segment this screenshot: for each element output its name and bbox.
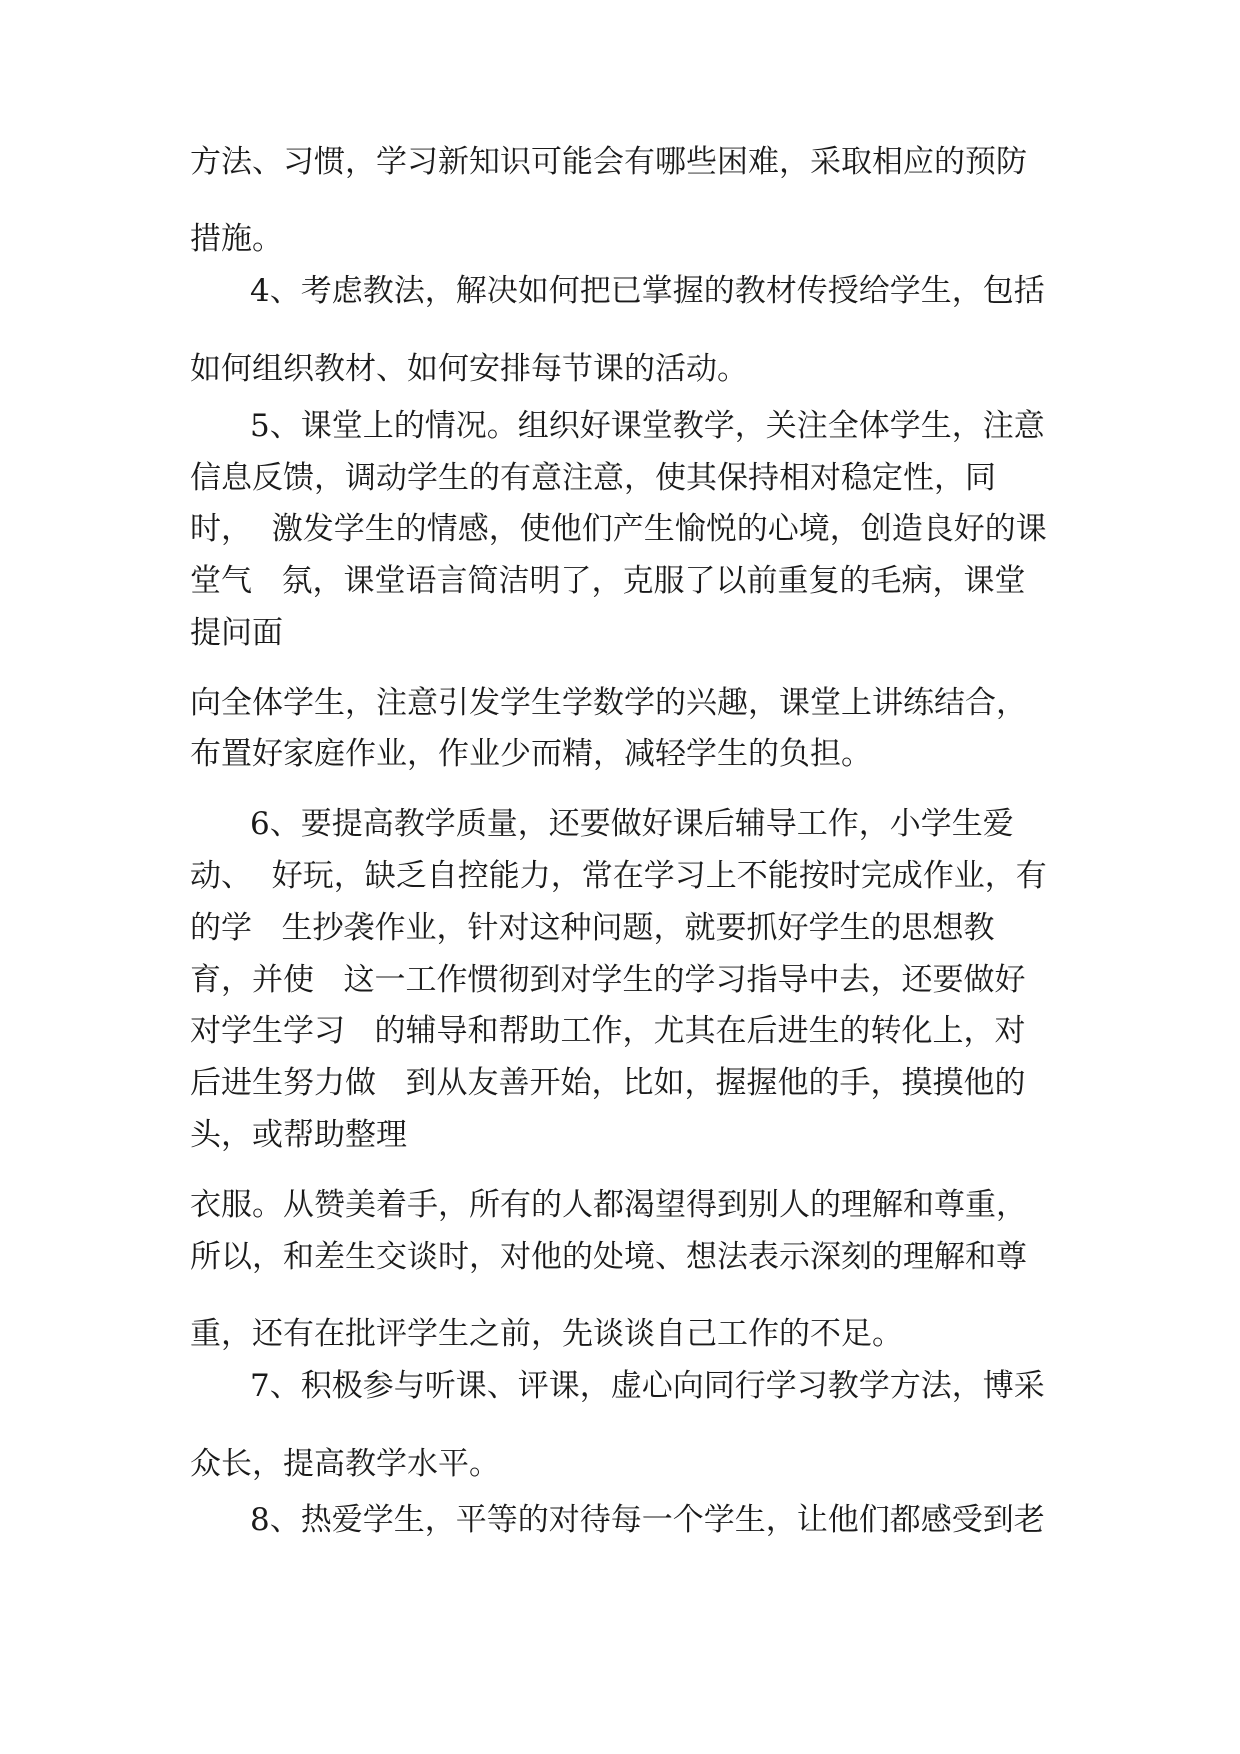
text-line: 布置好家庭作业，作业少而精，减轻学生的负担。: [190, 736, 872, 772]
text-line: 向全体学生，注意引发学生学数学的兴趣，课堂上讲练结合，: [190, 685, 1027, 721]
text-line: 后进生努力做 到从友善开始，比如，握握他的手，摸摸他的: [190, 1065, 1026, 1101]
text-line: 对学生学习 的辅导和帮助工作，尤其在后进生的转化上，对: [190, 1013, 1026, 1049]
text-line: 7、积极参与听课、评课，虚心向同行学习教学方法，博采: [250, 1368, 1045, 1404]
text-line: 6、要提高教学质量，还要做好课后辅导工作，小学生爱: [250, 806, 1014, 842]
text-line: 所以，和差生交谈时，对他的处境、想法表示深刻的理解和尊: [190, 1239, 1027, 1275]
text-line: 育，并使 这一工作惯彻到对学生的学习指导中去，还要做好: [190, 962, 1026, 998]
text-line: 4、考虑教法，解决如何把已掌握的教材传授给学生，包括: [250, 273, 1045, 309]
text-line: 提问面: [190, 615, 283, 651]
text-line: 重，还有在批评学生之前，先谈谈自己工作的不足。: [190, 1316, 903, 1352]
text-line: 头，或帮助整理: [190, 1117, 407, 1153]
text-line: 众长，提高教学水平。: [190, 1446, 500, 1482]
text-line: 8、热爱学生，平等的对待每一个学生，让他们都感受到老: [250, 1502, 1045, 1538]
text-line: 5、课堂上的情况。组织好课堂教学，关注全体学生，注意: [250, 408, 1045, 444]
text-line: 时， 激发学生的情感，使他们产生愉悦的心境，创造良好的课: [190, 511, 1047, 547]
text-line: 的学 生抄袭作业，针对这种问题，就要抓好学生的思想教: [190, 910, 995, 946]
text-line: 方法、习惯，学习新知识可能会有哪些困难，采取相应的预防: [190, 144, 1027, 180]
text-line: 衣服。从赞美着手，所有的人都渴望得到别人的理解和尊重，: [190, 1187, 1027, 1223]
text-line: 措施。: [190, 221, 283, 257]
text-line: 堂气 氛，课堂语言简洁明了，克服了以前重复的毛病，课堂: [190, 563, 1026, 599]
text-line: 动、 好玩，缺乏自控能力，常在学习上不能按时完成作业，有: [190, 858, 1047, 894]
text-line: 如何组织教材、如何安排每节课的活动。: [190, 351, 748, 387]
text-line: 信息反馈，调动学生的有意注意，使其保持相对稳定性，同: [190, 460, 996, 496]
